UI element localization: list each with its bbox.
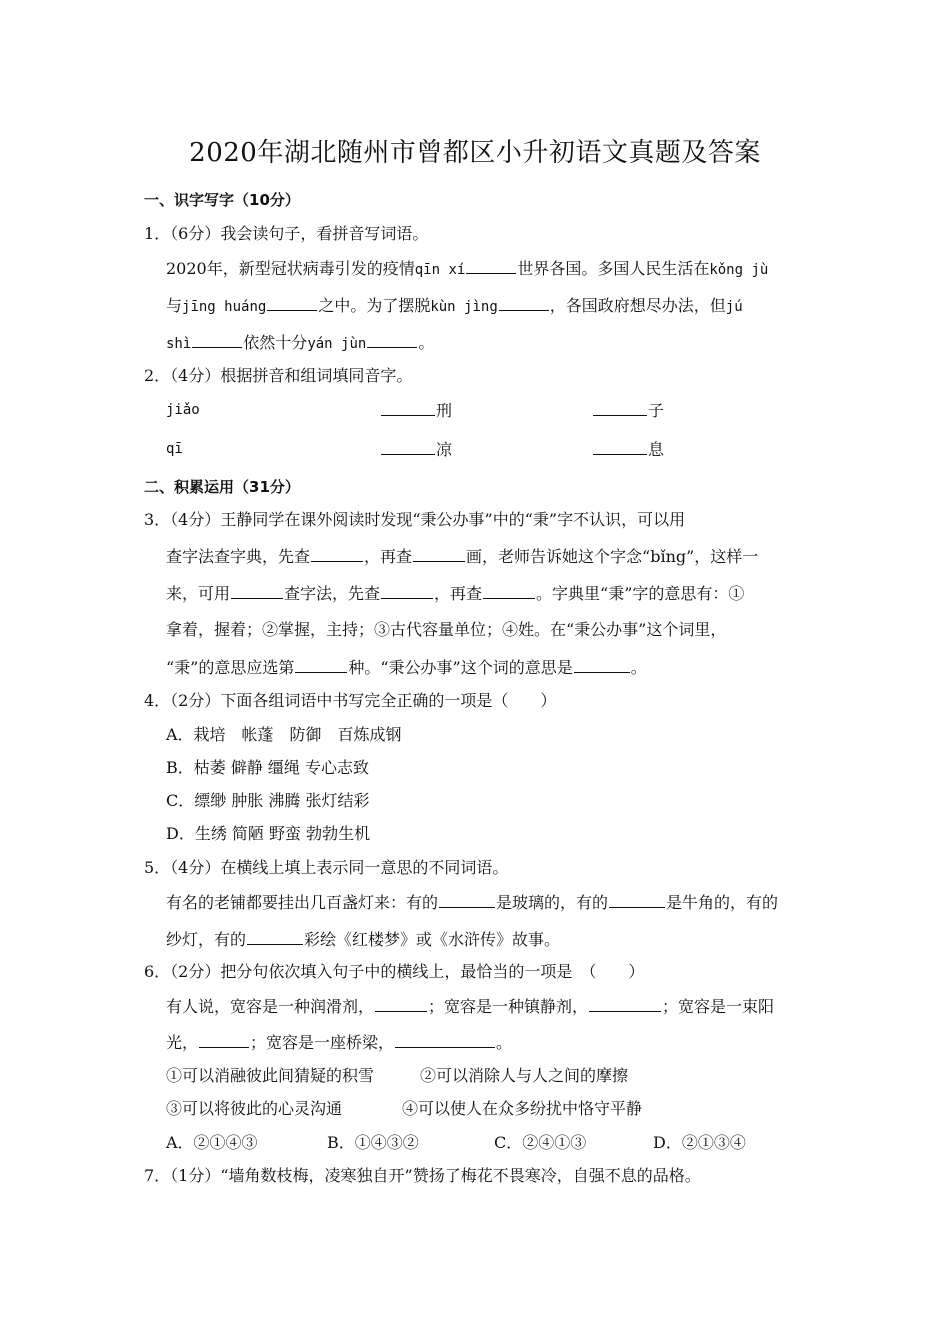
answer-blank[interactable]	[367, 332, 417, 348]
question-1-line-2: 与jīng huáng 之中。为了摆脱kùn jìng ，各国政府想尽办法，但jú	[166, 296, 743, 315]
answer-blank[interactable]	[375, 996, 427, 1012]
answer-blank[interactable]	[609, 892, 665, 908]
answer-blank[interactable]	[574, 657, 630, 673]
answer-blank[interactable]	[295, 657, 347, 673]
answer-blank[interactable]	[311, 546, 363, 562]
answer-blank[interactable]	[381, 400, 435, 416]
section-heading-2: 二、积累运用（31分）	[144, 478, 300, 496]
question-3-line-4: 拿着，握着；②掌握，主持；③古代容量单位；④姓。在“秉公办事”这个词里，	[166, 620, 727, 639]
question-5-line-1: 有名的老铺都要挂出几百盏灯来：有的 是玻璃的，有的 是牛角的，有的	[166, 893, 779, 912]
question-3-line-2: 查字法查字典，先查 ，再查 画，老师告诉她这个字念“bǐng”，这样一	[166, 547, 759, 566]
answer-blank[interactable]	[483, 583, 535, 599]
question-2-stem: 2．（4分）根据拼音和组词填同音字。	[144, 366, 413, 385]
pinyin-qi: qī	[166, 441, 183, 457]
section-heading-1: 一、识字写字（10分）	[144, 191, 300, 209]
pinyin-jiao: jiǎo	[166, 402, 200, 418]
answer-blank[interactable]	[593, 400, 647, 416]
answer-blank[interactable]	[267, 295, 317, 311]
question-2-row-1-a: 刑	[380, 400, 452, 421]
question-1-stem: 1．（6分）我会读句子，看拼音写词语。	[144, 224, 429, 243]
answer-blank[interactable]	[499, 295, 549, 311]
question-1-line-1: 2020年，新型冠状病毒引发的疫情qīn xí 世界各国。多国人民生活在kǒng jù	[166, 259, 769, 278]
question-6-line-2: 光， ；宽容是一座桥梁， 。	[166, 1033, 513, 1052]
answer-blank[interactable]	[593, 439, 647, 455]
question-6-clause-4: ④可以使人在众多纷扰中恪守平静	[402, 1099, 643, 1118]
question-2-row-2-a: 凉	[380, 439, 452, 460]
question-1-line-3: shì 依然十分yán jùn 。	[166, 333, 435, 352]
question-6-clause-1: ①可以消融彼此间猜疑的积雪	[166, 1066, 375, 1085]
answer-blank[interactable]	[439, 892, 495, 908]
question-2-row-2-b: 息	[592, 439, 664, 460]
answer-blank[interactable]	[231, 583, 283, 599]
answer-blank[interactable]	[395, 1032, 495, 1048]
question-4-option-d[interactable]: D．生绣 简陋 野蛮 勃勃生机	[166, 824, 371, 843]
question-5-line-2: 纱灯，有的 彩绘《红楼梦》或《水浒传》故事。	[166, 930, 561, 949]
answer-blank[interactable]	[589, 996, 661, 1012]
question-5-stem: 5．（4分）在横线上填上表示同一意思的不同词语。	[144, 858, 509, 877]
question-6-option-a[interactable]: A．②①④③	[166, 1133, 258, 1152]
question-6-option-c[interactable]: C．②④①③	[494, 1133, 587, 1152]
answer-blank[interactable]	[247, 929, 303, 945]
answer-blank[interactable]	[413, 546, 465, 562]
question-2-row-1-b: 子	[592, 400, 664, 421]
page-title: 2020年湖北随州市曾都区小升初语文真题及答案	[189, 138, 761, 168]
answer-blank[interactable]	[466, 258, 516, 274]
question-6-clause-2: ②可以消除人与人之间的摩擦	[420, 1066, 629, 1085]
question-4-option-a[interactable]: A．栽培 帐蓬 防御 百炼成钢	[166, 725, 402, 744]
question-3-line-1: 3．（4分）王静同学在课外阅读时发现“秉公办事”中的“秉”字不认识，可以用	[144, 510, 686, 529]
question-6-stem: 6．（2分）把分句依次填入句子中的横线上，最恰当的一项是 （ ）	[144, 962, 645, 981]
question-3-line-5: “秉”的意思应选第 种。“秉公办事”这个词的意思是 。	[166, 658, 647, 677]
answer-blank[interactable]	[381, 439, 435, 455]
question-4-option-b[interactable]: B．枯萎 僻静 缰绳 专心志致	[166, 758, 370, 777]
question-6-line-1: 有人说，宽容是一种润滑剂， ；宽容是一种镇静剂， ；宽容是一束阳	[166, 997, 775, 1016]
question-7-stem: 7．（1分）“墙角数枝梅，凌寒独自开”赞扬了梅花不畏寒冷，自强不息的品格。	[144, 1166, 701, 1185]
answer-blank[interactable]	[192, 332, 242, 348]
question-6-clause-3: ③可以将彼此的心灵沟通	[166, 1099, 343, 1118]
answer-blank[interactable]	[381, 583, 433, 599]
question-4-option-c[interactable]: C．缥缈 肿胀 沸腾 张灯结彩	[166, 791, 370, 810]
question-3-line-3: 来，可用 查字法，先查 ，再查 。字典里“秉”字的意思有：①	[166, 584, 745, 603]
question-4-stem: 4．（2分）下面各组词语中书写完全正确的一项是（ ）	[144, 691, 557, 710]
answer-blank[interactable]	[199, 1032, 249, 1048]
question-6-option-d[interactable]: D．②①③④	[653, 1133, 746, 1152]
question-6-option-b[interactable]: B．①④③②	[327, 1133, 419, 1152]
